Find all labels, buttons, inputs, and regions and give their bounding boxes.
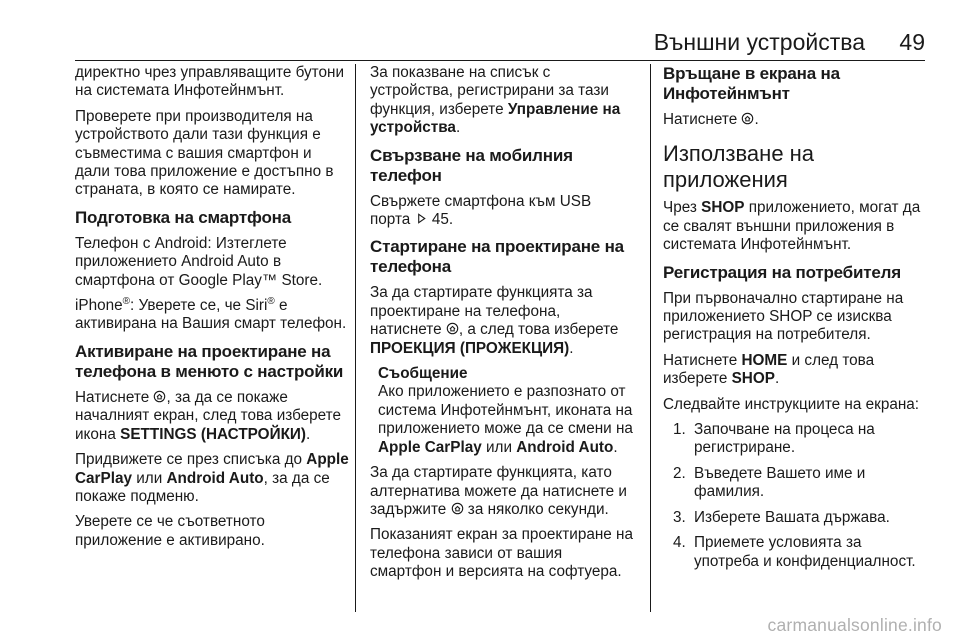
page-header [75,28,925,58]
column-divider [650,64,651,612]
page-reference-icon [415,212,428,225]
list-item: 4. Приемете условията за употреба и конфиденциалност. [673,534,916,570]
list-item: 3. Изберете Вашата държава. [673,508,890,526]
note-title: Съобщение [378,365,468,383]
heading-using-apps: Използване на приложения [663,141,815,193]
column-divider [355,64,356,612]
heading-activate-projection: Активиране на проектиране на телефона в менюто с настройки [75,341,344,381]
home-icon [153,390,166,403]
paragraph: директно чрез управляващите бутони на системата Инфотейнмънт. [75,64,344,100]
home-icon [741,112,754,125]
steps-list [663,421,928,571]
note-text: Ако приложението е разпознато от система Инфотейнмънт, иконата на приложението може да се смени на Apple CarPlay или Android Auto. [378,383,633,456]
paragraph: Натиснете HOME и след това изберете SHOP. [663,351,875,388]
note-box [378,365,635,457]
column-middle [370,64,635,612]
paragraph: iPhone®: Уверете се, че Siri® е активирана на Вашия смарт телефон. [75,296,347,333]
watermark: carmanualsonline.info [767,615,942,635]
paragraph: Уверете се че съответното приложение е активирано. [75,513,265,549]
list-item: 1. Започване на процеса на регистриране. [673,421,875,457]
header-rule [75,60,925,61]
paragraph: Показаният екран за проектиране на телефона зависи от вашия смартфон и версията на софтуера. [370,526,633,581]
paragraph: Натиснете , за да се покаже началният екран, след това изберете икона SETTINGS (НАСТРОЙКИ). [75,388,342,443]
paragraph: Свържете смартфона към USB порта 45. [370,192,592,229]
paragraph: Проверете при производителя на устройството дали тази функция е съвместима с вашия смартфон и дали това приложение е достъпно в страната, в която се намирате. [75,107,334,199]
paragraph: За да стартирате функцията, като алтернатива можете да натиснете и задържите за няколко секунди. [370,464,627,518]
page-number: 49 [899,29,925,55]
heading-start-projection: Стартиране на проектиране на телефона [370,237,624,277]
page-reference[interactable]: 45. [431,211,454,229]
heading-prepare-phone: Подготовка на смартфона [75,207,291,227]
heading-user-registration: Регистрация на потребителя [663,262,901,282]
paragraph: Следвайте инструкциите на екрана: [663,395,920,413]
paragraph: Придвижете се през списъка до Apple CarPlay или Android Auto, за да се покаже подменю. [75,451,349,505]
section-title: Външни устройства [653,29,865,55]
heading-connect-phone: Свързване на мобилния телефон [370,145,573,185]
home-icon [446,322,459,335]
paragraph: Телефон с Android: Изтеглете приложението Android Auto в смартфона от Google Play™ Store. [75,234,323,289]
column-left [75,64,350,612]
heading-return-infotainment: Връщане в екрана на Инфотейнмънт [663,64,840,103]
column-right [663,64,928,612]
paragraph: За показване на списък с устройства, регистрирани за тази функция, изберете Управление на устройства. [370,64,621,137]
paragraph: За да стартирате функцията за проектиране на телефона, натиснете , а след това изберете ПРОЕКЦИЯ (ПРОЖЕКЦИЯ). [370,284,619,357]
list-item: 2. Въведете Вашето име и фамилия. [673,464,866,501]
paragraph: Чрез SHOP приложението, могат да се свалят външни приложения в системата Инфотейнмънт. [663,199,921,254]
home-icon [451,502,464,515]
paragraph: Натиснете . [663,111,759,128]
paragraph: При първоначално стартиране на приложението SHOP се изисква регистрация на потребителя. [663,289,904,344]
